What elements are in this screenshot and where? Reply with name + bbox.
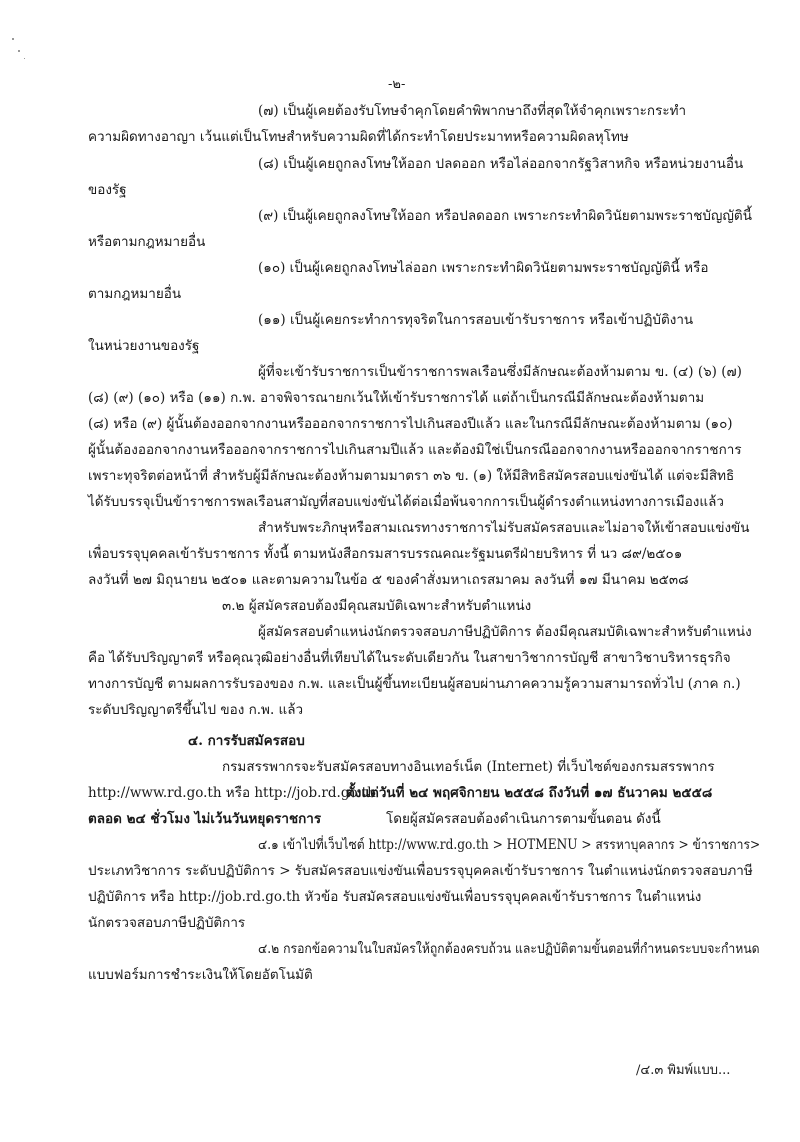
text-line: ลงวันที่ ๒๗ มิถุนายน ๒๕๐๑ และตามความในข้อ ๕ ของคำสั่งมหาเถรสมาคม ลงวันที่ ๑๗ มีนาคม ๒๕๓๘ (88, 572, 689, 588)
text-line: (๗) เป็นผู้เคยต้องรับโทษจำคุกโดยคำพิพากษาถึงที่สุดให้จำคุกเพราะกระทำ (258, 103, 687, 119)
text-line: ๔.๒ กรอกข้อความในใบสมัครให้ถูกต้องครบถ้วน และปฏิบัติตามขั้นตอนที่กำหนดระบบจะกำหนด (258, 941, 760, 957)
page-footer: /๔.๓ พิมพ์แบบ... (636, 1063, 731, 1078)
text-line-bold: ตลอด ๒๔ ชั่วโมง ไม่เว้นวันหยุดราชการ (88, 811, 322, 827)
text-line: (๘) (๙) (๑๐) หรือ (๑๑) ก.พ. อาจพิจารณายกเว้นให้เข้ารับราชการได้ แต่ถ้าเป็นกรณีมีลักษณะต้องห้ามตาม (88, 390, 705, 406)
text-line: แบบฟอร์มการชำระเงินให้โดยอัตโนมัติ (88, 967, 313, 983)
text-line: http://www.rd.go.th หรือ http://job.rd.go.th (88, 785, 376, 801)
text-line: หรือตามกฎหมายอื่น (88, 234, 206, 250)
text-line: คือ ได้รับปริญญาตรี หรือคุณวุฒิอย่างอื่นที่เทียบได้ในระดับเดียวกัน ในสาขาวิชาการบัญชี สาขาวิชาบริหารธุรกิจ (88, 650, 731, 666)
text-line: ผู้ที่จะเข้ารับราชการเป็นข้าราชการพลเรือนซึ่งมีลักษณะต้องห้ามตาม ข. (๔) (๖) (๗) (258, 364, 742, 380)
text-line: ตามกฎหมายอื่น (88, 286, 182, 302)
text-line: ในหน่วยงานของรัฐ (88, 338, 200, 354)
page-number: -๒- (388, 77, 406, 92)
text-line: ๔.๑ เข้าไปที่เว็บไซต์ http://www.rd.go.th > HOTMENU > สรรหาบุคลากร > ข้าราชการ> (258, 837, 761, 853)
text-line: กรมสรรพากรจะรับสมัครสอบทางอินเทอร์เน็ต (Internet) ที่เว็บไซต์ของกรมสรรพากร (222, 759, 715, 775)
text-line: (๙) เป็นผู้เคยถูกลงโทษให้ออก หรือปลดออก เพราะกระทำผิดวินัยตามพระราชบัญญัตินี้ (258, 208, 752, 224)
scan-speck (24, 58, 25, 59)
section-heading: ๔. การรับสมัครสอบ (188, 733, 305, 749)
text-line-bold: ตั้งแต่วันที่ ๒๔ พฤศจิกายน ๒๕๕๘ ถึงวันที่ ๑๗ ธันวาคม ๒๕๕๘ (346, 785, 713, 801)
text-line: ระดับปริญญาตรีขึ้นไป ของ ก.พ. แล้ว (88, 702, 304, 718)
text-line: ได้รับบรรจุเป็นข้าราชการพลเรือนสามัญที่สอบแข่งขันได้ต่อเมื่อพ้นจากการเป็นผู้ดำรงตำแหน่งทางการเมืองแล้ว (88, 494, 724, 510)
subheading: ๓.๒ ผู้สมัครสอบต้องมีคุณสมบัติเฉพาะสำหรับตำแหน่ง (222, 598, 532, 614)
text-line: ประเภทวิชาการ ระดับปฏิบัติการ > รับสมัครสอบแข่งขันเพื่อบรรจุบุคคลเข้ารับราชการ ในตำแหน่งนักตรวจสอบภาษี (88, 863, 753, 879)
text-line: ปฏิบัติการ หรือ http://job.rd.go.th หัวข้อ รับสมัครสอบแข่งขันเพื่อบรรจุบุคคลเข้ารับราชการ ในตำแหน่ง (88, 889, 702, 905)
text-line: เพื่อบรรจุบุคคลเข้ารับราชการ ทั้งนี้ ตามหนังสือกรมสารบรรณคณะรัฐมนตรีฝ่ายบริหาร ที่ นว ๘๙/๒๕๐๑ (88, 546, 683, 562)
text-line: (๑๐) เป็นผู้เคยถูกลงโทษไล่ออก เพราะกระทำผิดวินัยตามพระราชบัญญัตินี้ หรือ (258, 260, 709, 276)
scan-speck (12, 38, 14, 40)
text-line: นักตรวจสอบภาษีปฏิบัติการ (88, 915, 246, 931)
text-line: ทางการบัญชี ตามผลการรับรองของ ก.พ. และเป็นผู้ขึ้นทะเบียนผู้สอบผ่านภาคความรู้ความสามารถทั่วไป (ภาค ก.) (88, 676, 741, 692)
text-line: (๘) หรือ (๙) ผู้นั้นต้องออกจากงานหรือออกจากราชการไปเกินสองปีแล้ว และในกรณีมีลักษณะต้องห้ามตาม (๑๐) (88, 416, 733, 432)
text-line: ผู้นั้นต้องออกจากงานหรือออกจากราชการไปเกินสามปีแล้ว และต้องมิใช่เป็นกรณีออกจากงานหรือออกจากราชการ (88, 442, 742, 458)
text-line: โดยผู้สมัครสอบต้องดำเนินการตามขั้นตอน ดังนี้ (386, 811, 661, 827)
text-line: (๘) เป็นผู้เคยถูกลงโทษให้ออก ปลดออก หรือไล่ออกจากรัฐวิสาหกิจ หรือหน่วยงานอื่น (258, 156, 744, 172)
text-line: ของรัฐ (88, 182, 127, 198)
text-line: (๑๑) เป็นผู้เคยกระทำการทุจริตในการสอบเข้ารับราชการ หรือเข้าปฏิบัติงาน (258, 312, 694, 328)
scan-speck (18, 50, 20, 52)
text-line: สำหรับพระภิกษุหรือสามเณรทางราชการไม่รับสมัครสอบและไม่อาจให้เข้าสอบแข่งขัน (258, 520, 750, 536)
text-line: เพราะทุจริตต่อหน้าที่ สำหรับผู้มีลักษณะต้องห้ามตามมาตรา ๓๖ ข. (๑) ให้มีสิทธิสมัครสอบแข่งขันได้ แต่จะมีสิทธิ (88, 468, 735, 484)
text-line: ผู้สมัครสอบตำแหน่งนักตรวจสอบภาษีปฏิบัติการ ต้องมีคุณสมบัติเฉพาะสำหรับตำแหน่ง (258, 624, 752, 640)
text-line: ความผิดทางอาญา เว้นแต่เป็นโทษสำหรับความผิดที่ได้กระทำโดยประมาทหรือความผิดลหุโทษ (88, 129, 629, 145)
